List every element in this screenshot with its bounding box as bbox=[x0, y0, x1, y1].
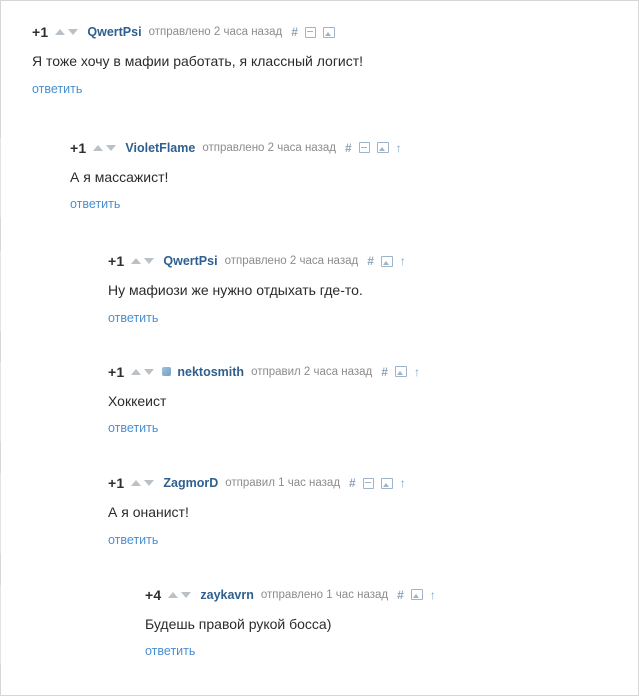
reply-link[interactable]: ответить bbox=[108, 532, 159, 547]
comment-score: +1 bbox=[70, 139, 87, 156]
comment-tools bbox=[291, 26, 335, 38]
comment-header bbox=[108, 362, 639, 382]
thread-line bbox=[0, 585, 1, 665]
comment-author[interactable]: zaykavrn bbox=[200, 587, 254, 602]
comment-score: +1 bbox=[108, 475, 125, 491]
image-icon[interactable] bbox=[377, 142, 389, 153]
comment-author[interactable]: nektosmith bbox=[177, 364, 245, 379]
comment-tools bbox=[345, 142, 402, 154]
up-arrow-icon[interactable]: ↑ bbox=[395, 140, 402, 155]
comment-author[interactable]: ZagmorD bbox=[163, 476, 219, 490]
vote-controls[interactable] bbox=[93, 145, 116, 151]
reply-link[interactable]: ответить bbox=[70, 197, 121, 211]
collapse-box-icon[interactable] bbox=[305, 27, 316, 38]
comment bbox=[0, 251, 639, 331]
hash-icon[interactable]: # bbox=[344, 140, 352, 155]
comment-score: +4 bbox=[145, 586, 162, 603]
vote-controls[interactable] bbox=[131, 369, 154, 375]
comment-timestamp: отправлено 2 часа назад bbox=[224, 255, 359, 267]
comment-header bbox=[145, 585, 639, 605]
up-arrow-icon[interactable]: ↑ bbox=[429, 587, 436, 602]
thread-line bbox=[0, 251, 1, 331]
comment-body: Ну мафиози же нужно отдыхать где-то. bbox=[108, 282, 363, 298]
comment-tools bbox=[349, 477, 406, 489]
arrow-down-icon[interactable] bbox=[144, 369, 154, 375]
arrow-up-icon[interactable] bbox=[93, 145, 103, 151]
comment-author[interactable]: QwertPsi bbox=[87, 25, 142, 39]
comment-header bbox=[32, 22, 639, 42]
comment-body: А я онанист! bbox=[108, 504, 189, 520]
image-icon[interactable] bbox=[323, 27, 335, 38]
image-icon[interactable] bbox=[395, 366, 407, 377]
image-icon[interactable] bbox=[381, 478, 393, 489]
comment-timestamp: отправлено 2 часа назад bbox=[148, 26, 283, 38]
image-icon[interactable] bbox=[411, 589, 423, 600]
comment-score: +1 bbox=[108, 253, 125, 269]
hash-icon[interactable]: # bbox=[381, 364, 388, 379]
comment-timestamp: отправил 1 час назад bbox=[225, 477, 341, 489]
up-arrow-icon[interactable]: ↑ bbox=[399, 476, 406, 490]
comment-timestamp: отправлено 1 час назад bbox=[260, 588, 389, 601]
avatar bbox=[162, 367, 171, 376]
thread-line bbox=[0, 138, 1, 218]
hash-icon[interactable]: # bbox=[349, 476, 356, 490]
reply-link[interactable]: ответить bbox=[32, 81, 83, 96]
comment-score: +1 bbox=[32, 24, 49, 40]
comment bbox=[0, 22, 639, 102]
comment-header bbox=[108, 473, 639, 493]
comment-timestamp: отправил 2 часа назад bbox=[251, 365, 373, 378]
comment-author[interactable]: VioletFlame bbox=[125, 140, 196, 155]
up-arrow-icon[interactable]: ↑ bbox=[399, 254, 406, 268]
vote-controls[interactable] bbox=[131, 258, 154, 264]
vote-controls[interactable] bbox=[55, 29, 78, 35]
arrow-down-icon[interactable] bbox=[144, 480, 154, 486]
comment-body: Будешь правой рукой босса) bbox=[145, 615, 332, 632]
reply-link[interactable]: ответить bbox=[108, 421, 159, 435]
image-icon[interactable] bbox=[381, 256, 393, 267]
comment-tools bbox=[367, 255, 406, 267]
arrow-up-icon[interactable] bbox=[168, 592, 178, 598]
comment bbox=[0, 138, 639, 218]
comment-tools bbox=[381, 366, 420, 378]
reply-link[interactable]: ответить bbox=[145, 644, 196, 658]
comment bbox=[0, 473, 639, 553]
hash-icon[interactable]: # bbox=[367, 254, 374, 268]
arrow-down-icon[interactable] bbox=[68, 29, 78, 35]
arrow-up-icon[interactable] bbox=[131, 480, 141, 486]
collapse-box-icon[interactable] bbox=[363, 478, 374, 489]
comment-header bbox=[108, 251, 639, 271]
comment-body: Хоккеист bbox=[108, 392, 167, 409]
hash-icon[interactable]: # bbox=[397, 587, 404, 602]
comment-body: Я тоже хочу в мафии работать, я классный логист! bbox=[32, 53, 364, 69]
comment-score: +1 bbox=[108, 363, 125, 380]
arrow-up-icon[interactable] bbox=[131, 369, 141, 375]
arrow-down-icon[interactable] bbox=[106, 145, 116, 151]
arrow-down-icon[interactable] bbox=[144, 258, 154, 264]
vote-controls[interactable] bbox=[131, 480, 154, 486]
collapse-box-icon[interactable] bbox=[359, 142, 370, 153]
comment-body: А я массажист! bbox=[70, 168, 169, 185]
arrow-up-icon[interactable] bbox=[55, 29, 65, 35]
comment-timestamp: отправлено 2 часа назад bbox=[202, 141, 336, 154]
arrow-up-icon[interactable] bbox=[131, 258, 141, 264]
thread-line bbox=[0, 362, 1, 442]
vote-controls[interactable] bbox=[168, 592, 191, 598]
comment bbox=[0, 362, 639, 442]
comment-header bbox=[70, 138, 639, 158]
up-arrow-icon[interactable]: ↑ bbox=[413, 364, 420, 379]
thread-line bbox=[0, 473, 1, 553]
comment-tools bbox=[397, 589, 436, 601]
comment-author[interactable]: QwertPsi bbox=[163, 254, 218, 268]
reply-link[interactable]: ответить bbox=[108, 310, 159, 325]
hash-icon[interactable]: # bbox=[291, 25, 298, 39]
comment bbox=[0, 585, 639, 665]
arrow-down-icon[interactable] bbox=[181, 592, 191, 598]
